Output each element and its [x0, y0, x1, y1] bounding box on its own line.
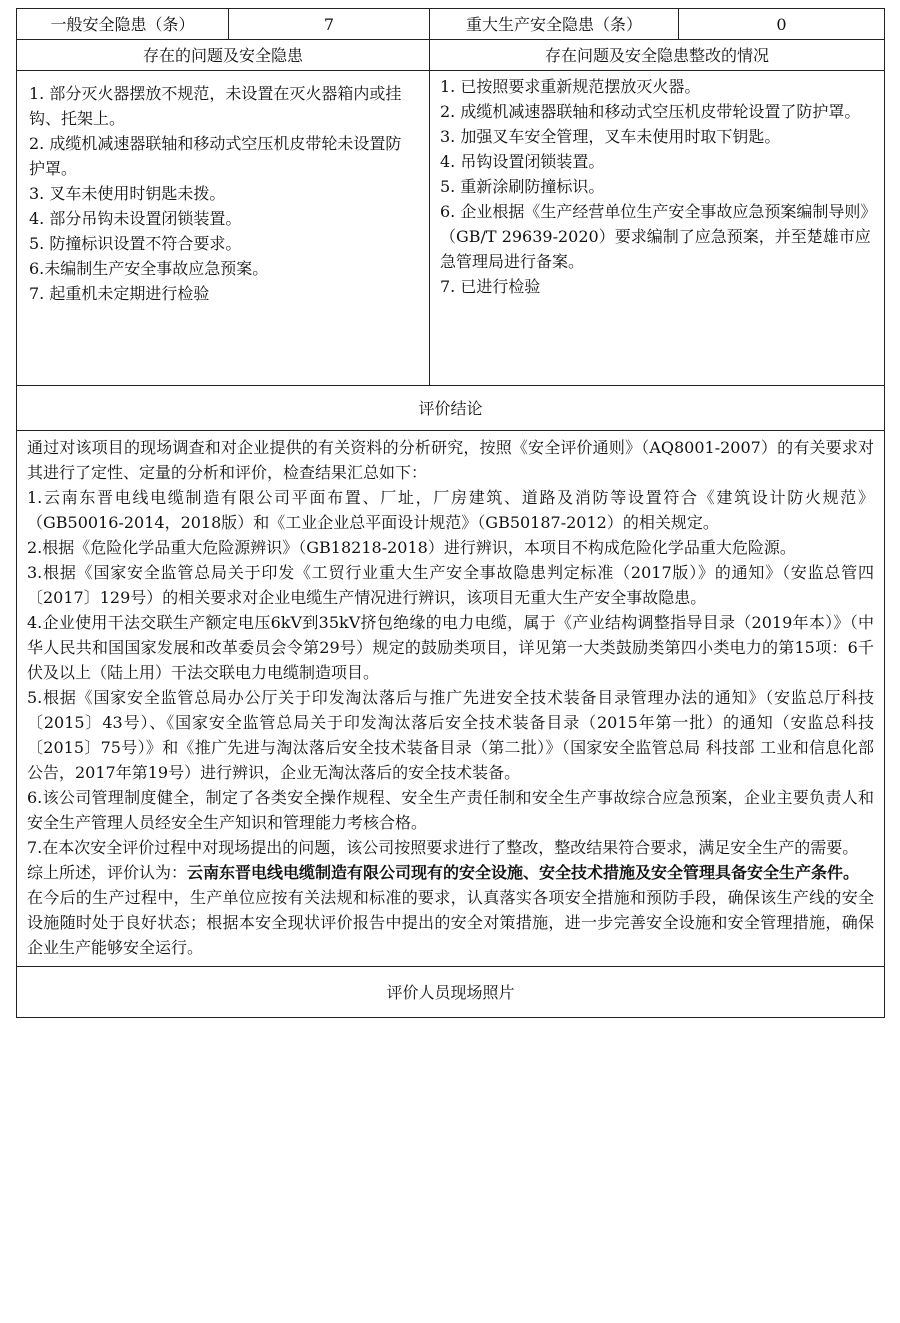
conclusion-item: 3.根据《国家安全监管总局关于印发《工贸行业重大生产安全事故隐患判定标准（2017版）》的通知》（安监总管四〔2017〕129号）的相关要求对企业电缆生产情况进行辨识，该项目无重大生产安全事故隐患。	[27, 563, 874, 607]
conclusion-closing: 在今后的生产过程中，生产单位应按有关法规和标准的要求，认真落实各项安全措施和预防手段，确保该生产线的安全设施随时处于良好状态；根据本安全现状评价报告中提出的安全对策措施，进一步完善安全设施和安全管理措施，确保企业生产能够安全运行。	[27, 888, 874, 957]
conclusion-header-row	[17, 386, 885, 431]
conclusion-item: 4.企业使用干法交联生产额定电压6kV到35kV挤包绝缘的电力电缆，属于《产业结构调整指导目录（2019年本）》（中华人民共和国国家发展和改革委员会令第29号）规定的鼓励类项目，详见第一大类鼓励类第四小类电力的第15项：6千伏及以上（陆上用）干法交联电力电缆制造项目。	[27, 613, 874, 682]
fix-item: 5. 重新涂刷防撞标识。	[440, 177, 605, 196]
hazard-count-row	[17, 9, 885, 40]
general-hazard-label: 一般安全隐患（条）	[17, 9, 229, 40]
issues-row	[17, 71, 885, 386]
summary-verdict: 云南东晋电线电缆制造有限公司现有的安全设施、安全技术措施及安全管理具备安全生产条件。	[187, 863, 860, 882]
fix-item: 2. 成缆机减速器联轴和移动式空压机皮带轮设置了防护罩。	[440, 102, 861, 121]
fix-item: 1. 已按照要求重新规范摆放灭火器。	[440, 77, 701, 96]
issues-header: 存在的问题及安全隐患	[17, 40, 430, 71]
summary-prefix: 综上所述，评价认为：	[27, 863, 188, 882]
conclusion-body	[17, 431, 885, 967]
issues-list	[17, 71, 430, 386]
conclusion-item: 6.该公司管理制度健全，制定了各类安全操作规程、安全生产责任制和安全生产事故综合应急预案，企业主要负责人和安全生产管理人员经安全生产知识和管理能力考核合格。	[27, 788, 874, 832]
conclusion-item: 5.根据《国家安全监管总局办公厅关于印发淘汰落后与推广先进安全技术装备目录管理办法的通知》（安监总厅科技〔2015〕43号）、《国家安全监管总局关于印发淘汰落后安全技术装备目录（2015年第一批）的通知（安监总科技〔2015〕75号）》和《推广先进与淘汰落后安全技术装备目录（第二批）》（国家安全监管总局 科技部 工业和信息化部公告，2017年第19号）进行辨识，企业无淘汰落后的安全技术装备。	[27, 688, 874, 782]
fixes-header: 存在问题及安全隐患整改的情况	[430, 40, 885, 71]
issue-item: 7. 起重机未定期进行检验	[29, 284, 210, 303]
conclusion-row	[17, 431, 885, 967]
conclusion-item: 1.云南东晋电线电缆制造有限公司平面布置、厂址，厂房建筑、道路及消防等设置符合《建筑设计防火规范》（GB50016-2014，2018版）和《工业企业总平面设计规范》（GB50187-2012）的相关规定。	[27, 488, 874, 532]
issue-item: 4. 部分吊钩未设置闭锁装置。	[29, 209, 242, 228]
fix-item: 3. 加强叉车安全管理，叉车未使用时取下钥匙。	[440, 127, 781, 146]
issue-item: 5. 防撞标识设置不符合要求。	[29, 234, 242, 253]
major-hazard-count: 0	[679, 9, 885, 40]
issue-item: 2. 成缆机减速器联轴和移动式空压机皮带轮未设置防护罩。	[29, 134, 402, 178]
issue-item: 1. 部分灭火器摆放不规范，未设置在灭火器箱内或挂钩、托架上。	[29, 84, 402, 128]
major-hazard-label: 重大生产安全隐患（条）	[430, 9, 679, 40]
general-hazard-count: 7	[229, 9, 430, 40]
conclusion-item: 2.根据《危险化学品重大危险源辨识》（GB18218-2018）进行辨识，本项目不构成危险化学品重大危险源。	[27, 538, 796, 557]
conclusion-item: 7.在本次安全评价过程中对现场提出的问题，该公司按照要求进行了整改，整改结果符合要求，满足安全生产的需要。	[27, 838, 859, 857]
fix-item: 6. 企业根据《生产经营单位生产安全事故应急预案编制导则》（GB/T 29639-2020）要求编制了应急预案，并至楚雄市应急管理局进行备案。	[440, 202, 871, 271]
fix-item: 7. 已进行检验	[440, 277, 541, 296]
conclusion-intro: 通过对该项目的现场调查和对企业提供的有关资料的分析研究，按照《安全评价通则》（AQ8001-2007）的有关要求对其进行了定性、定量的分析和评价，检查结果汇总如下：	[27, 438, 874, 482]
issues-header-row	[17, 40, 885, 71]
fixes-list	[430, 71, 885, 386]
issue-item: 6.未编制生产安全事故应急预案。	[29, 259, 269, 278]
conclusion-title: 评价结论	[17, 386, 885, 431]
photos-title: 评价人员现场照片	[17, 967, 885, 1018]
fix-item: 4. 吊钩设置闭锁装置。	[440, 152, 605, 171]
evaluation-table	[16, 8, 885, 1018]
conclusion-summary	[27, 860, 874, 885]
issue-item: 3. 叉车未使用时钥匙未拨。	[29, 184, 226, 203]
photos-row	[17, 967, 885, 1018]
